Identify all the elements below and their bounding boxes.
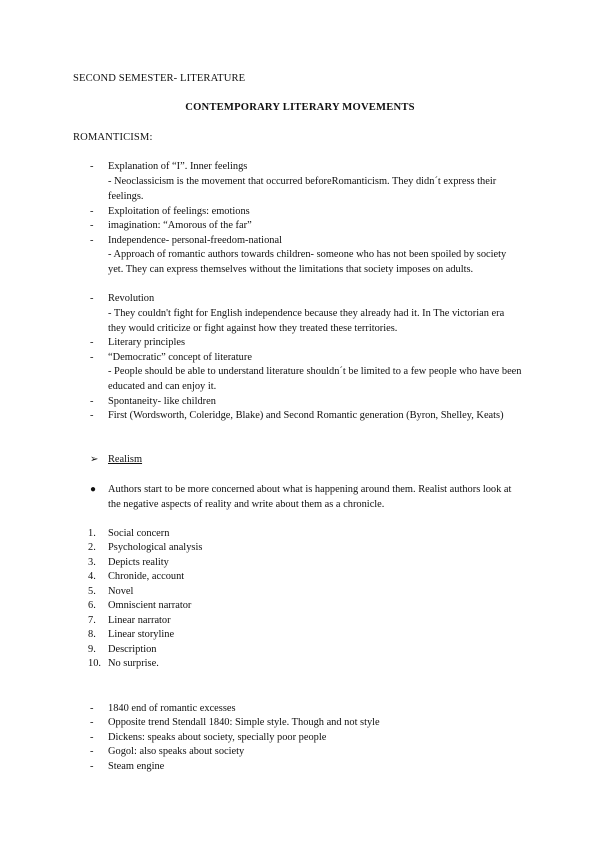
list-marker: -	[90, 235, 94, 246]
list-marker: -	[90, 746, 94, 757]
section-heading-realism: Realism	[108, 454, 143, 465]
list-number: 10.	[88, 658, 101, 669]
list-item: Steam engine	[108, 761, 165, 772]
page-title: CONTEMPORARY LITERARY MOVEMENTS	[185, 102, 415, 113]
list-marker: -	[90, 161, 94, 172]
list-marker: -	[90, 206, 94, 217]
list-item: Psychological analysis	[108, 542, 203, 553]
realism-intro: Authors start to be more concerned about what is happening around them. Realist authors look at the negative aspects of reality and write about them as a chronicle.	[108, 484, 512, 510]
list-item: Linear storyline	[108, 629, 175, 640]
list-number: 1.	[88, 528, 96, 539]
list-marker: -	[90, 717, 94, 728]
list-item: Description	[108, 644, 157, 655]
list-marker: -	[90, 732, 94, 743]
list-number: 4.	[88, 571, 96, 582]
list-marker: -	[90, 410, 94, 421]
list-item: Independence- personal-freedom-national	[108, 235, 282, 246]
list-marker: -	[90, 703, 94, 714]
bullet-icon: ●	[90, 484, 97, 495]
list-number: 2.	[88, 542, 96, 553]
list-item: Revolution	[108, 293, 155, 304]
list-number: 7.	[88, 615, 96, 626]
list-marker: -	[90, 761, 94, 772]
semester-heading: SECOND SEMESTER- LITERATURE	[73, 73, 246, 84]
list-item: 1840 end of romantic excesses	[108, 703, 236, 714]
list-item: First (Wordsworth, Coleridge, Blake) and Second Romantic generation (Byron, Shelley, Keats)	[108, 410, 504, 421]
list-marker: -	[90, 396, 94, 407]
list-marker: -	[90, 352, 94, 363]
list-item-note: - Approach of romantic authors towards children- someone who has not been spoiled by society yet. They can express themselves without the limitations that society imposes on adults.	[108, 249, 507, 275]
list-marker: -	[90, 293, 94, 304]
list-item: Linear narrator	[108, 615, 171, 626]
list-item: Chronide, account	[108, 571, 185, 582]
list-item: Spontaneity- like children	[108, 396, 216, 407]
arrow-bullet-icon: ➢	[90, 454, 99, 465]
list-item: Omniscient narrator	[108, 600, 192, 611]
list-number: 9.	[88, 644, 96, 655]
list-item-note: - People should be able to understand literature shouldn´t be limited to a few people who have been educated and can enjoy it.	[108, 366, 522, 392]
list-item: Dickens: speaks about society, specially poor people	[108, 732, 327, 743]
list-number: 5.	[88, 586, 96, 597]
list-item: Depicts reality	[108, 557, 169, 568]
list-item: Literary principles	[108, 337, 186, 348]
section-heading-romanticism: ROMANTICISM:	[73, 132, 153, 143]
list-number: 6.	[88, 600, 96, 611]
list-item: Exploitation of feelings: emotions	[108, 206, 250, 217]
list-marker: -	[90, 337, 94, 348]
list-item: imagination: “Amorous of the far”	[108, 220, 252, 231]
list-item: Social concern	[108, 528, 170, 539]
list-item-note: - They couldn't fight for English independence because they already had it. In The victorian era they would criticize or fight against how they treated these territories.	[108, 308, 505, 334]
list-item: Opposite trend Stendall 1840: Simple style. Though and not style	[108, 717, 380, 728]
list-number: 8.	[88, 629, 96, 640]
list-item: Novel	[108, 586, 134, 597]
list-item-note: - Neoclassicism is the movement that occurred beforeRomanticism. They didn´t express their feelings.	[108, 176, 497, 202]
list-item: Explanation of “I”. Inner feelings	[108, 161, 248, 172]
list-number: 3.	[88, 557, 96, 568]
list-item: No surprise.	[108, 658, 159, 669]
list-item: Gogol: also speaks about society	[108, 746, 245, 757]
list-item: “Democratic” concept of literature	[108, 352, 252, 363]
list-marker: -	[90, 220, 94, 231]
